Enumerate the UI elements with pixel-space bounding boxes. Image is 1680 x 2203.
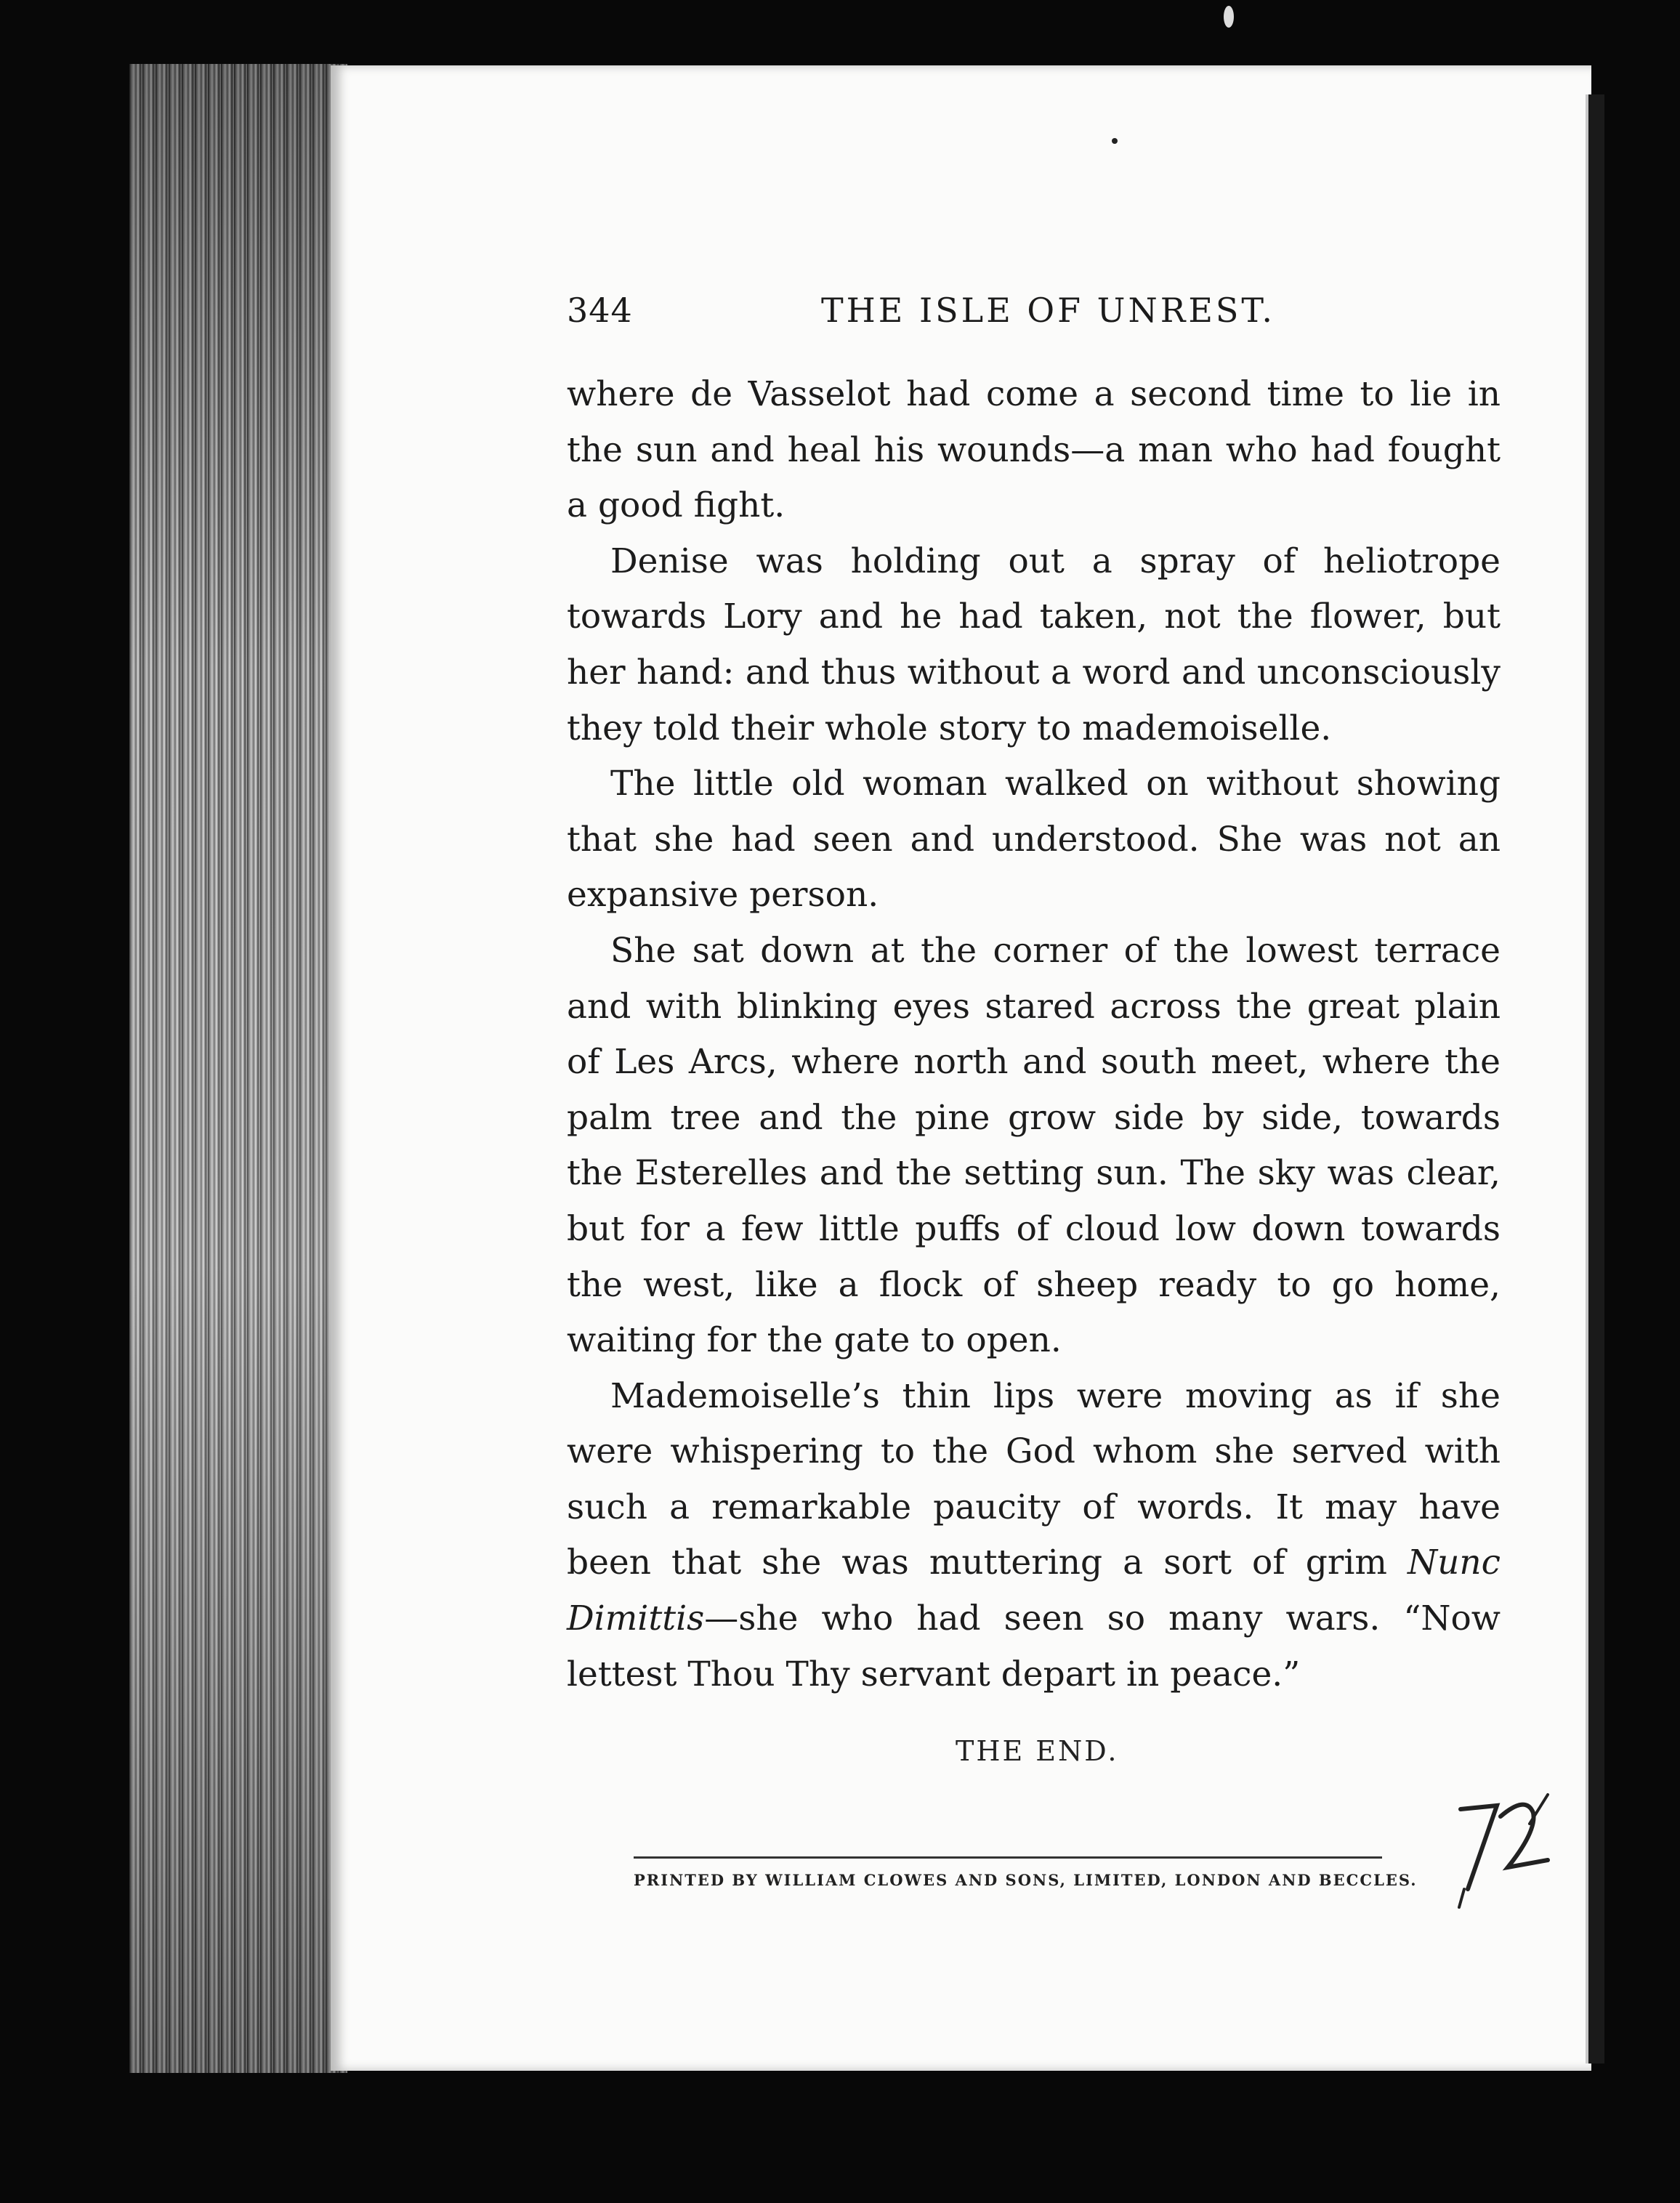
paragraph: Denise was holding out a spray of heliotrope towards Lory and he had taken, not the flower, but her hand: and thus without a word and unconsciously they told their whole story to mademoiselle. (567, 541, 1501, 748)
paragraph: The little old woman walked on without showing that she had seen and understood. She was not an expansive person. (567, 764, 1501, 915)
final-paragraph (567, 1369, 1501, 1703)
ink-dot (1112, 138, 1118, 144)
dust-speck (1224, 6, 1234, 28)
final-paragraph-text-end: —she who had seen so many wars. “Now lettest Thou Thy servant depart in peace.” (567, 1598, 1501, 1694)
book-page-edges (129, 64, 347, 2073)
paragraph: She sat down at the corner of the lowest terrace and with blinking eyes stared across the great plain of Les Arcs, where north and south meet, where the palm tree and the pine grow side by side, towards the Esterelles and the setting sun. The sky was clear, but for a few little puffs of cloud low down towards the west, like a flock of sheep ready to go home, waiting for the gate to open. (567, 930, 1501, 1361)
imprint-rule (634, 1856, 1382, 1859)
page-number: 344 (567, 291, 633, 330)
facing-page-edge (1586, 94, 1604, 2063)
final-paragraph-text: Mademoiselle’s thin lips were moving as if she were whispering to the God whom she served with such a remarkable paucity of words. It may have been that she was muttering a sort of grim (567, 1375, 1501, 1583)
body-text (567, 367, 1501, 1702)
paragraph: where de Vasselot had come a second time to lie in the sun and heal his wounds—a man who had fought a good fight. (567, 374, 1501, 526)
running-title: THE ISLE OF UNREST. (821, 291, 1275, 330)
italic-phrase: Nunc Dimittis (567, 1543, 1501, 1639)
printer-imprint: PRINTED BY WILLIAM CLOWES AND SONS, LIMITED, LONDON AND BECCLES. (634, 1871, 1418, 1889)
handwritten-note (1446, 1780, 1562, 1911)
the-end-label: THE END. (956, 1735, 1119, 1767)
running-head (567, 291, 1497, 334)
